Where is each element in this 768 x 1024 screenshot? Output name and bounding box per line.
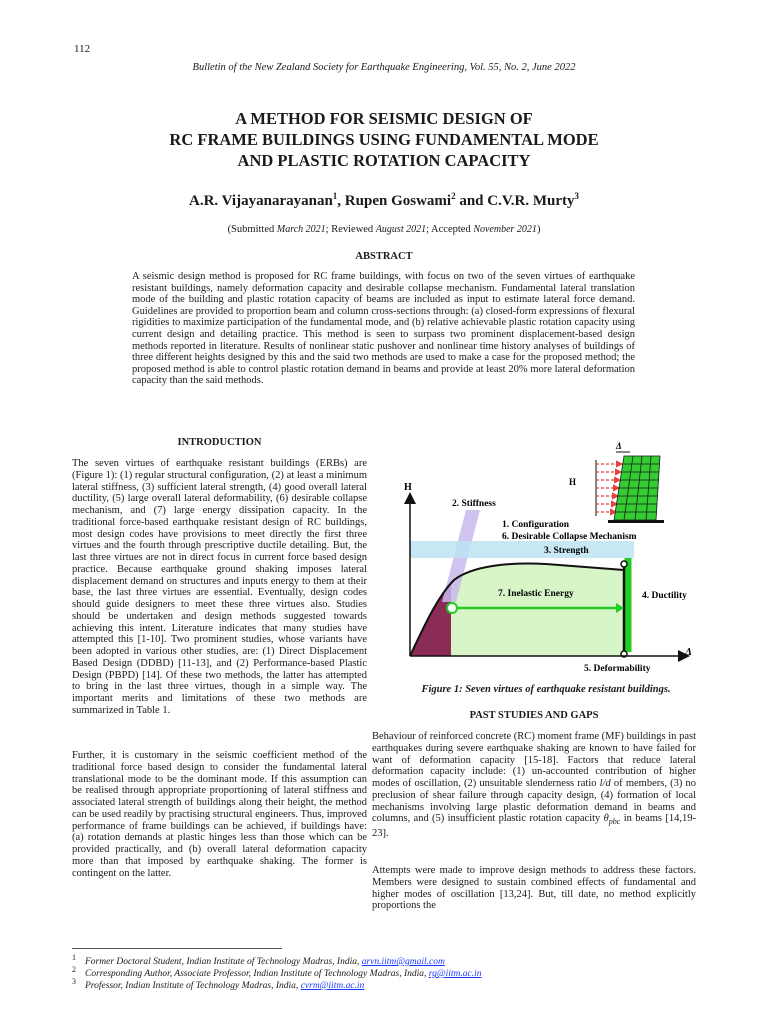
title-line-1: A METHOD FOR SEISMIC DESIGN OF bbox=[235, 109, 533, 128]
dates-close: ) bbox=[536, 224, 541, 235]
footnote-number: 1 bbox=[72, 953, 76, 962]
figure-caption: Figure 1: Seven virtues of earthquake resistant buildings. bbox=[421, 684, 671, 695]
x-axis-label: Δ bbox=[685, 646, 692, 658]
label-collapse-mechanism: 6. Desirable Collapse Mechanism bbox=[502, 532, 637, 542]
theta-symbol: θ bbox=[603, 813, 609, 825]
label-ductility: 4. Ductility bbox=[642, 591, 687, 601]
frame-grid bbox=[614, 456, 660, 520]
paper-title bbox=[0, 108, 768, 171]
author-1-affil: 1 bbox=[332, 191, 338, 201]
introduction-heading: INTRODUCTION bbox=[177, 437, 262, 448]
author-separator: , bbox=[337, 193, 345, 209]
journal-header: Bulletin of the New Zealand Society for Earthquake Engineering, Vol. 55, No. 2, June 2022 bbox=[192, 62, 576, 73]
author-2: Rupen Goswami bbox=[344, 193, 452, 209]
past-p1-text-b: of members, (3) no preclusion of shear failure through capacity design, (4) formation of local mechanisms involving large plastic deformation demand in beams and columns, and (5) insufficient plastic rotation capacity bbox=[372, 778, 696, 825]
abstract-heading: ABSTRACT bbox=[355, 251, 413, 262]
author-1: A.R. Vijayanarayanan bbox=[189, 193, 333, 209]
y-axis-label: H bbox=[404, 482, 412, 493]
footnote-email-link[interactable]: arvn.iitm@gmail.com bbox=[361, 957, 445, 968]
accepted-date: November 2021 bbox=[473, 224, 537, 235]
footnote-number: 2 bbox=[72, 965, 76, 974]
submission-dates bbox=[0, 224, 768, 235]
slenderness-ratio: l/d bbox=[599, 778, 611, 789]
past-studies-paragraph-1 bbox=[372, 731, 696, 840]
reviewed-label: ; Reviewed bbox=[325, 224, 376, 235]
author-list bbox=[0, 191, 768, 210]
label-inelastic-energy: 7. Inelastic Energy bbox=[498, 589, 574, 599]
footnote-email-link[interactable]: cvrm@iitm.ac.in bbox=[300, 981, 365, 992]
submitted-label: (Submitted bbox=[227, 224, 277, 235]
label-deformability: 5. Deformability bbox=[584, 664, 651, 674]
submitted-date: March 2021 bbox=[276, 224, 326, 235]
past-studies-paragraph-2: Attempts were made to improve design methods to address these factors. Members were designed to sustain combined effects of fundamental and higher modes of oscillation [13,24]. But, till date, no method explicitly proportions the bbox=[372, 865, 696, 912]
label-strength: 3. Strength bbox=[544, 546, 589, 556]
reviewed-date: August 2021 bbox=[375, 224, 427, 235]
footnote-rule bbox=[72, 948, 282, 949]
energy-arrow-start bbox=[447, 603, 457, 613]
footnote-number: 3 bbox=[72, 977, 76, 986]
past-p1-text-a: Behaviour of reinforced concrete (RC) moment frame (MF) buildings in past earthquakes during severe earthquake shaking are known to have failed for want of deformation capacity [15-18]. Factors that reduce lateral deformation capacity include: (1) un-accounted contribution of higher modes of oscillation, (2) unsuitable slenderness ratio bbox=[372, 731, 696, 789]
past-p1-text-c: in beams [14,19-23]. bbox=[372, 813, 696, 840]
introduction-paragraph-2: Further, it is customary in the seismic coefficient method of the traditional force based design to consider the fundamental lateral translational mode to be the dominant mode. If this assumption can be realised through appropriate proportioning of lateral stiffness and associated lateral strength of buildings along their height, the method can be used readily by practising structural engineers. Thus, improved performance of frame buildings can be achieved, if buildings have: (a) rotation demands at plastic hinges less than those which can be provided practically, and (b) overall lateral deformation capacity more than that imposed by earthquake shaking. The former is contingent on the latter. bbox=[72, 750, 367, 879]
title-line-2: RC FRAME BUILDINGS USING FUNDAMENTAL MODE bbox=[169, 130, 599, 149]
footnote-email-link[interactable]: rg@iitm.ac.in bbox=[428, 969, 482, 980]
label-configuration: 1. Configuration bbox=[502, 520, 570, 530]
theta-subscript: pbc bbox=[608, 817, 621, 827]
author-2-affil: 2 bbox=[451, 191, 456, 201]
building-height-label: H bbox=[569, 477, 577, 487]
accepted-label: ; Accepted bbox=[426, 224, 474, 235]
strength-band bbox=[410, 541, 634, 558]
footnote-text: Former Doctoral Student, Indian Institute of Technology Madras, India, bbox=[85, 957, 362, 968]
label-stiffness: 2. Stiffness bbox=[452, 499, 496, 509]
title-line-3: AND PLASTIC ROTATION CAPACITY bbox=[237, 151, 531, 170]
page-number: 112 bbox=[74, 43, 91, 55]
abstract-text: A seismic design method is proposed for RC frame buildings, with focus on two of the seven virtues of earthquake resistant buildings, namely deformation capacity and desirable collapse mechanism. Fundamental lateral translation mode of the building and plastic rotation capacity of beams are included as input to estimate lateral force demand. Guidelines are provided to proportion beam and column cross-sections through: (a) closed-form expressions of flexural rigidities to maximize participation of the fundamental mode, and (b) relative achievable plastic rotation capacity using current design and detailing practice. This method is seen to surpass two prominent displacement-based design methods reported in literature. Results of nonlinear static pushover and nonlinear time history analyses of buildings of three different heights designed by this and the said two methods are used to make a case for the proposed method; the proposed method is able to control plastic rotation demand in beams and provide at least 20% more lateral deformation capacity than the said methods. bbox=[132, 271, 635, 387]
footnote-text: Professor, Indian Institute of Technology Madras, India, bbox=[85, 981, 301, 992]
author-separator: and bbox=[455, 193, 488, 209]
deformability-end-top bbox=[621, 561, 627, 567]
building-inset bbox=[569, 441, 664, 523]
figure-seven-virtues bbox=[396, 440, 696, 680]
footnote-3 bbox=[72, 977, 692, 991]
past-studies-heading: PAST STUDIES AND GAPS bbox=[469, 710, 599, 721]
author-3: C.V.R. Murty bbox=[487, 193, 575, 209]
introduction-paragraph-1: The seven virtues of earthquake resistant buildings (ERBs) are (Figure 1): (1) regular structural configuration, (2) at least a minimum lateral stiffness, (3) sufficient lateral strength, (4) good overall lateral ductility, (5) large overall lateral deformability, (6) desirable collapse mechanism, and (7) large energy dissipation capacity. In the traditional force-based earthquake resistant design of RC buildings, most design codes have provisions to meet directly the first three virtues and the fourth through prescriptive ductile detailing. But, the last three virtues are not in direct focus in current force based design practice. Because earthquake ground shaking imposes lateral displacement demand on structures and inputs energy to them at their base, the last three virtues are essential. Eventually, design codes should guide designers to meet these three virtues also. Studies should be undertaken and design methods suggested towards achieving this intent. Literature indicates that many studies have attempted this [1-10]. Two prominent studies, whose variants have been adopted in various other studies, are: (1) Direct Displacement Based Design (DDBD) [11-13], and (2) Performance-based Plastic Design (PBPD) [14]. Of these two methods, the latter has attempted to bring in the last three virtues, though in a simple way. The important merits and limitations of these two methods are summarized in Table 1. bbox=[72, 458, 367, 716]
author-3-affil: 3 bbox=[574, 191, 579, 201]
building-base bbox=[608, 520, 664, 523]
building-delta-label: Δ bbox=[616, 441, 622, 451]
footnote-text: Corresponding Author, Associate Professor, Indian Institute of Technology Madras, India, bbox=[85, 969, 429, 980]
